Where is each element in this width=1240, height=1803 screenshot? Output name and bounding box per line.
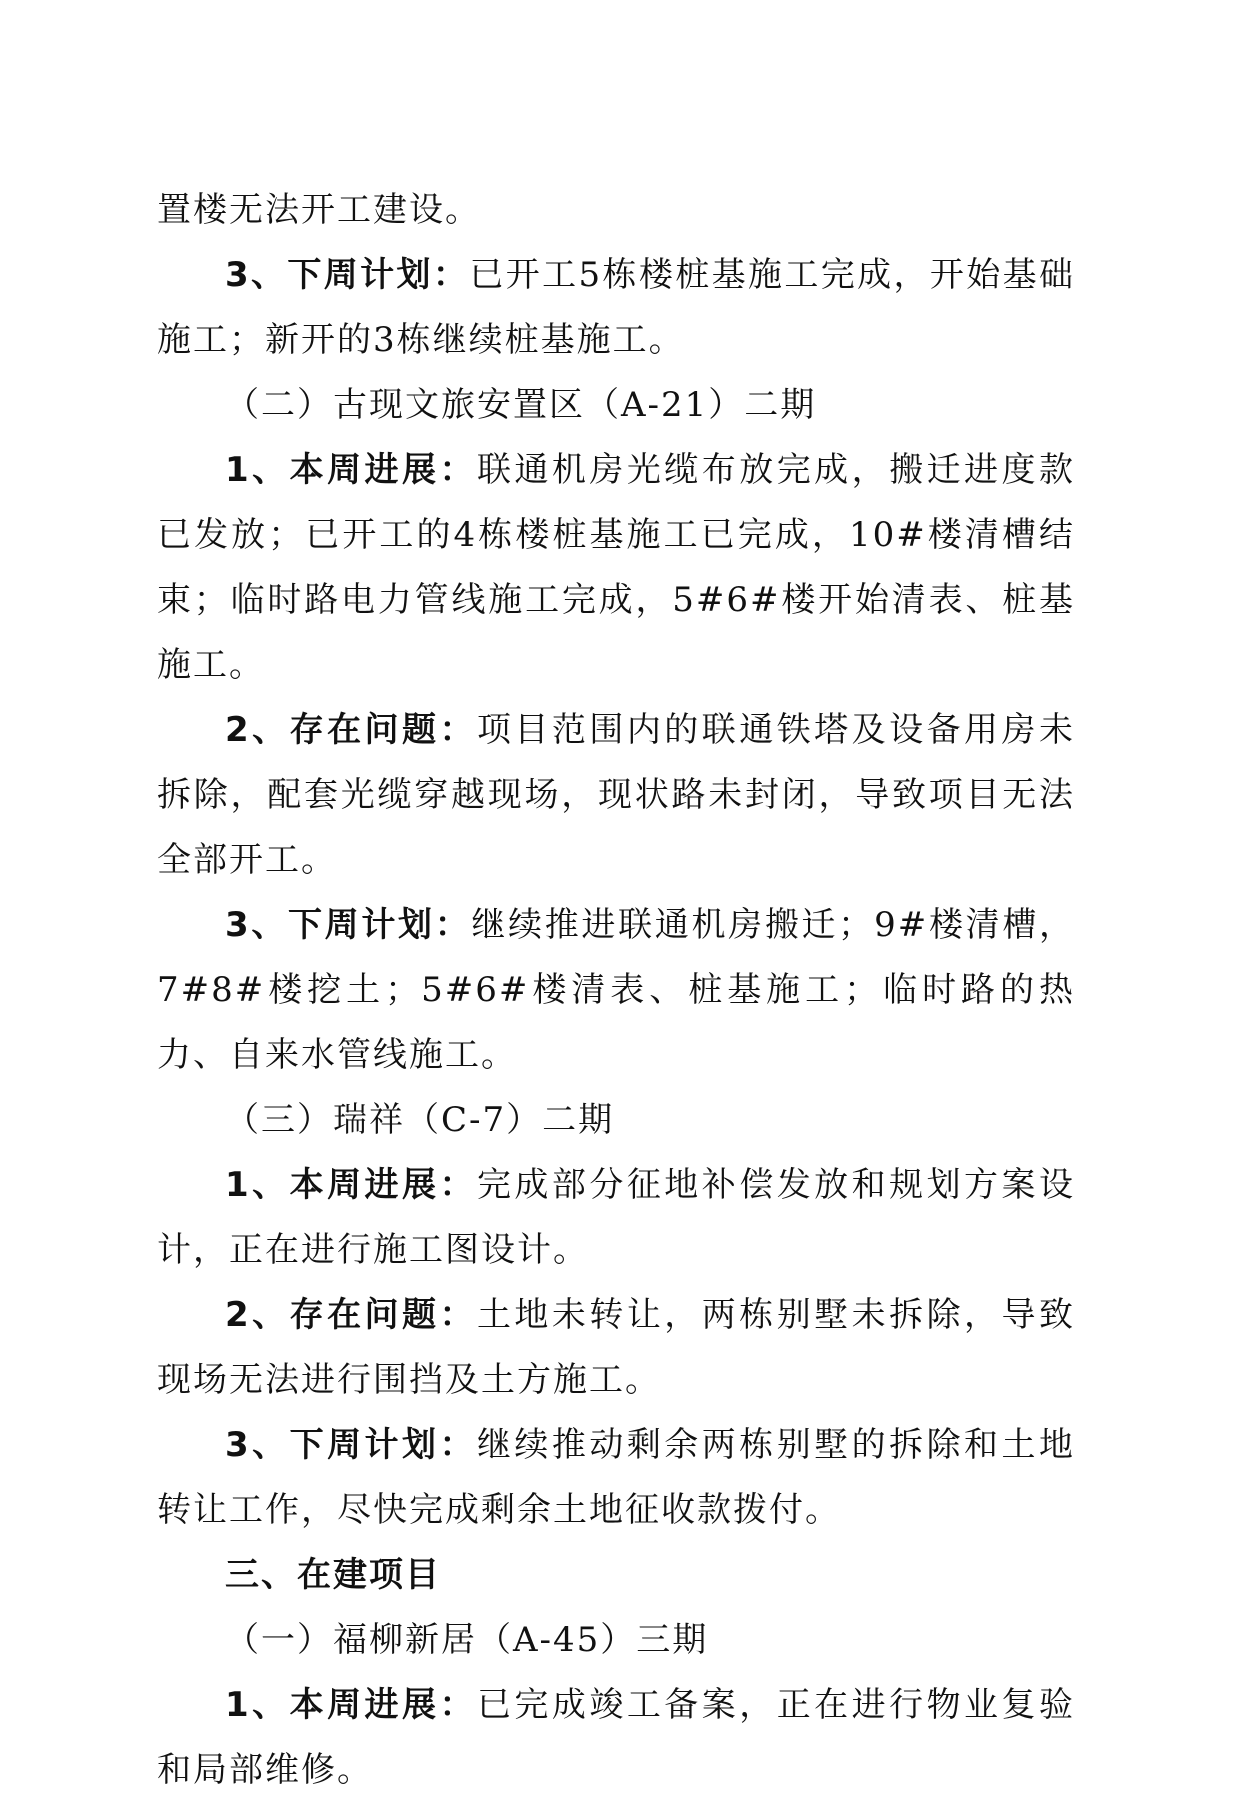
paragraph-text: 土地未转让，两栋别墅未拆除，导致现场无法进行围挡及土方施工。 [157, 1295, 1075, 1400]
paragraph-text: 完成部分征地补偿发放和规划方案设计，正在进行施工图设计。 [157, 1165, 1075, 1270]
section-subheading: （二）古现文旅安置区（A-21）二期 [225, 385, 817, 425]
paragraph-lead: 1、本周进展： [225, 1165, 477, 1205]
paragraph-text: 置楼无法开工建设。 [157, 190, 481, 230]
numbered-paragraph [157, 1673, 1075, 1803]
numbered-paragraph [157, 893, 1075, 1088]
paragraph-text: 已开工5栋楼桩基施工完成，开始基础施工；新开的3栋继续桩基施工。 [157, 255, 1075, 360]
paragraph-lead: 3、下周计划： [225, 255, 470, 295]
numbered-paragraph [157, 1153, 1075, 1283]
paragraph-text: 项目范围内的联通铁塔及设备用房未拆除，配套光缆穿越现场，现状路未封闭，导致项目无法全部开工。 [157, 710, 1075, 880]
paragraph-lead: 1、本周进展： [225, 1685, 477, 1725]
paragraph-text: 继续推进联通机房搬迁；9#楼清槽，7#8#楼挖土；5#6#楼清表、桩基施工；临时路的热力、自来水管线施工。 [157, 905, 1075, 1075]
paragraph-text: 继续推动剩余两栋别墅的拆除和土地转让工作，尽快完成剩余土地征收款拨付。 [157, 1425, 1075, 1530]
paragraph-lead: 2、存在问题： [225, 710, 477, 750]
numbered-paragraph [157, 698, 1075, 893]
paragraph-lead: 3、下周计划： [225, 905, 472, 945]
section-heading: 三、在建项目 [225, 1555, 441, 1595]
section-subheading: （一）福柳新居（A-45）三期 [225, 1620, 709, 1660]
numbered-paragraph [157, 1283, 1075, 1413]
paragraph-lead: 3、下周计划： [225, 1425, 477, 1465]
continuation-paragraph [157, 178, 1075, 243]
numbered-paragraph [157, 243, 1075, 373]
numbered-paragraph [157, 438, 1075, 698]
paragraph-lead: 2、存在问题： [225, 1295, 477, 1335]
document-body [157, 178, 1075, 1803]
numbered-paragraph [157, 1413, 1075, 1543]
paragraph-text: 已完成竣工备案，正在进行物业复验和局部维修。 [157, 1685, 1075, 1790]
paragraph-lead: 1、本周进展： [225, 450, 477, 490]
section-subheading: （三）瑞祥（C-7）二期 [225, 1100, 615, 1140]
paragraph-text: 联通机房光缆布放完成，搬迁进度款已发放；已开工的4栋楼桩基施工已完成，10#楼清槽结束；临时路电力管线施工完成，5#6#楼开始清表、桩基施工。 [157, 450, 1075, 685]
